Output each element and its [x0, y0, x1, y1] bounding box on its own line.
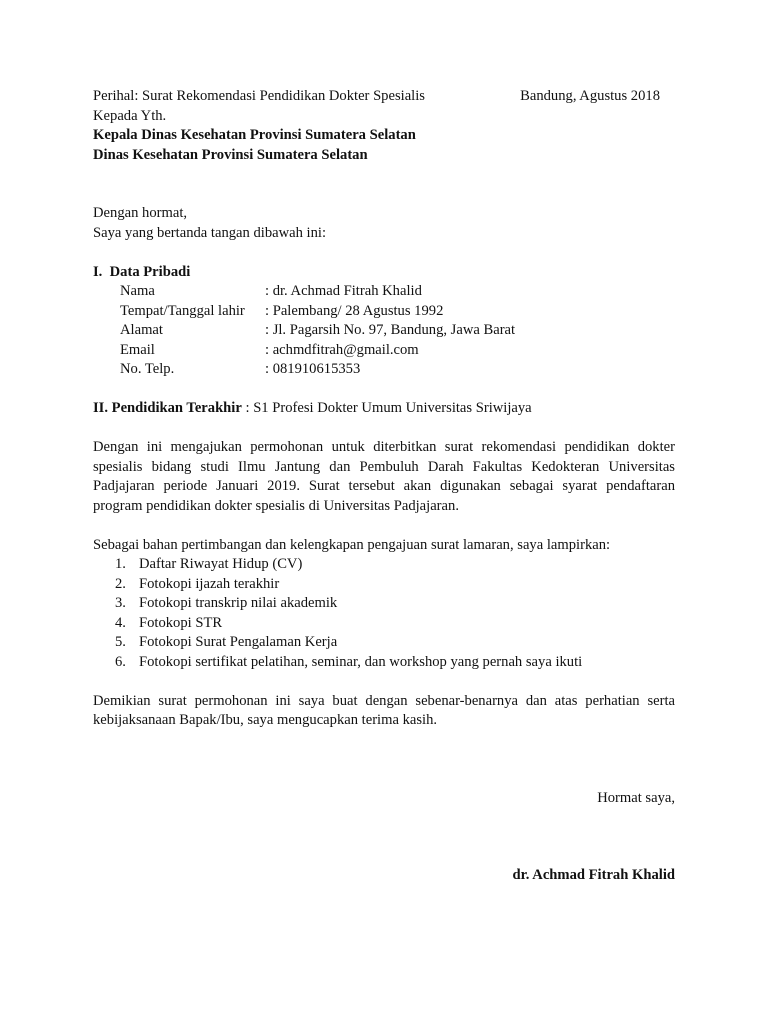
field-value: : dr. Achmad Fitrah Khalid	[265, 283, 422, 299]
field-row-address	[93, 321, 675, 341]
list-item	[93, 555, 675, 575]
letter-subject: Perihal: Surat Rekomendasi Pendidikan Dokter Spesialis	[93, 88, 425, 104]
list-text: Fotokopi STR	[139, 614, 223, 631]
letter-place-date: Bandung, Agustus 2018	[520, 88, 660, 104]
education-line	[93, 399, 675, 419]
list-number: 4.	[115, 614, 126, 631]
subject-line	[93, 87, 675, 107]
attachments-list	[93, 555, 675, 672]
list-text: Fotokopi sertifikat pelatihan, seminar, dan workshop yang pernah saya ikuti	[139, 653, 583, 670]
letter-recipient-2: Dinas Kesehatan Provinsi Sumatera Selatan	[93, 146, 368, 163]
field-label: Alamat	[120, 322, 163, 338]
list-item	[93, 653, 675, 673]
list-text: Daftar Riwayat Hidup (CV)	[139, 556, 303, 572]
list-item	[93, 594, 675, 614]
field-row-birth	[93, 302, 675, 322]
list-number: 1.	[115, 556, 126, 572]
list-item	[93, 575, 675, 595]
list-item	[93, 633, 675, 653]
letter-recipient-1: Kepala Dinas Kesehatan Provinsi Sumatera Selatan	[93, 127, 416, 143]
list-number: 2.	[115, 575, 126, 592]
letter-to-line: Kepada Yth.	[93, 107, 167, 124]
personal-data-heading: I. Data Pribadi	[93, 263, 191, 280]
field-value: : Jl. Pagarsih No. 97, Bandung, Jawa Barat	[265, 322, 516, 338]
letter-greeting: Dengan hormat,	[93, 205, 188, 221]
education-value: : S1 Profesi Dokter Umum Universitas Sriwijaya	[241, 400, 532, 416]
list-number: 6.	[115, 653, 126, 670]
field-row-name	[93, 282, 675, 302]
field-value: : Palembang/ 28 Agustus 1992	[265, 302, 444, 319]
field-row-email	[93, 341, 675, 361]
field-row-phone	[93, 360, 675, 380]
field-label: Tempat/Tanggal lahir	[120, 302, 245, 319]
list-number: 5.	[115, 634, 126, 650]
body-paragraph-1: Dengan ini mengajukan permohonan untuk diterbitkan surat rekomendasi pendidikan dokter spesialis bidang studi Ilmu Jantung dan Pembuluh Darah Fakultas Kedokteran Universitas Padjajaran periode Januari 2019. Surat tersebut akan digunakan sebagai syarat pendaftaran program pendidikan dokter spesialis di Universitas Padjajaran.	[93, 439, 675, 514]
closing-paragraph: Demikian surat permohonan ini saya buat dengan sebenar-benarnya dan atas perhatian serta kebijaksanaan Bapak/Ibu, saya mengucapkan terima kasih.	[93, 692, 675, 728]
list-text: Fotokopi Surat Pengalaman Kerja	[139, 634, 338, 650]
field-label: Nama	[120, 283, 155, 299]
field-label: No. Telp.	[120, 361, 175, 377]
field-value: : achmdfitrah@gmail.com	[265, 341, 419, 358]
list-item	[93, 614, 675, 634]
attachments-intro: Sebagai bahan pertimbangan dan kelengkapan pengajuan surat lamaran, saya lampirkan:	[93, 536, 611, 553]
letter-page	[93, 87, 675, 886]
list-text: Fotokopi transkrip nilai akademik	[139, 595, 338, 611]
letter-intro: Saya yang bertanda tangan dibawah ini:	[93, 224, 327, 241]
education-heading: II. Pendidikan Terakhir	[93, 400, 242, 416]
field-label: Email	[120, 341, 155, 358]
list-number: 3.	[115, 595, 126, 611]
signature-name: dr. Achmad Fitrah Khalid	[512, 867, 675, 883]
field-value: : 081910615353	[265, 361, 361, 377]
signature-regards: Hormat saya,	[597, 789, 675, 806]
list-text: Fotokopi ijazah terakhir	[139, 575, 280, 592]
